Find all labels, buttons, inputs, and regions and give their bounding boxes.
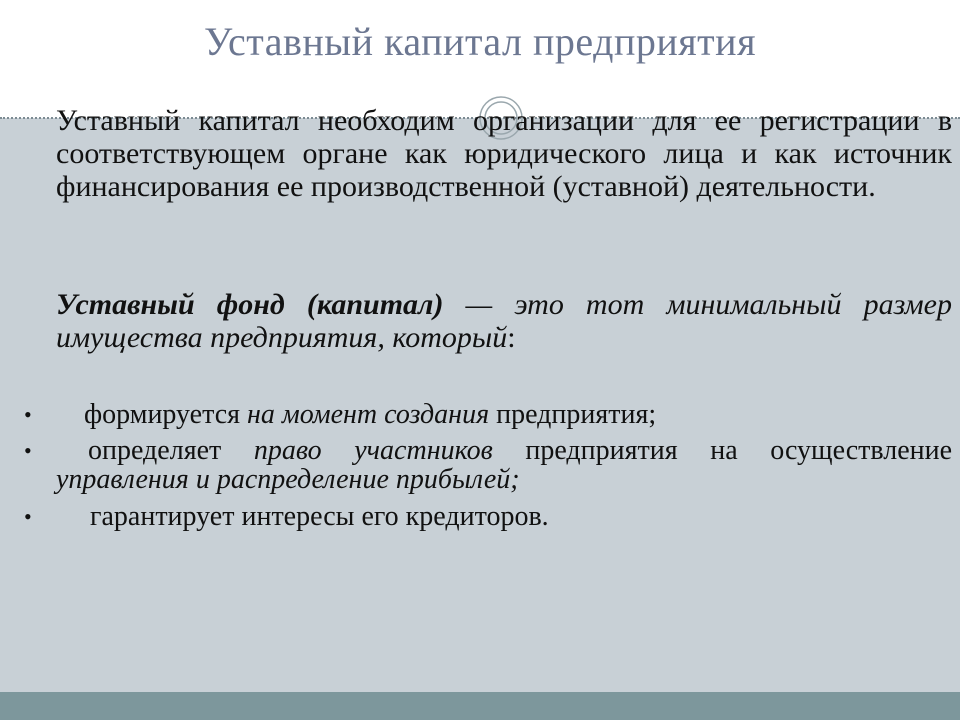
paragraph-definition [56,288,952,354]
list-item: • гарантирует интересы его кредиторов. [24,501,549,532]
slide-title: Уставный капитал предприятия [204,19,756,64]
definition-text: — это тот минимальный размер имущества предприятия, который [56,288,952,354]
list-item: • определяет право участников предприятия на осуществление управления и распределение прибылей; [24,435,953,495]
paragraph-intro: Уставный капитал необходим организации для ее регистрации в соответствующем органе как юридического лица и как источник финансирования ее производственной (уставной) деятельности. [56,104,952,203]
bullet-list [0,400,960,531]
list-item: • формируется на момент создания предприятия; [24,399,657,430]
definition-term: Уставный фонд (капитал) [56,288,444,321]
definition-colon: : [507,321,516,354]
bullet-icon: • [24,438,32,463]
bottom-band [0,692,960,720]
bullet-icon: • [24,504,32,529]
bullet-icon: • [24,402,32,427]
